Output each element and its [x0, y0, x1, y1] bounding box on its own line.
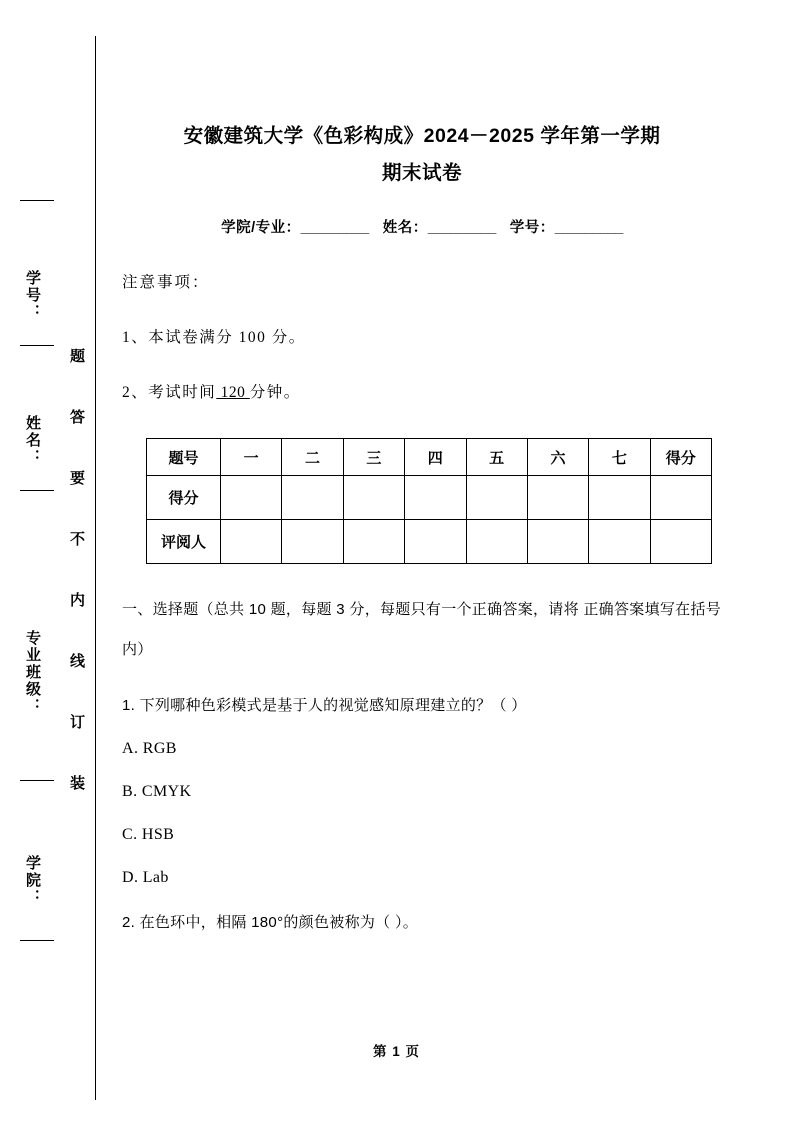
score-cell-0-0[interactable]: [221, 476, 282, 520]
binding-sidebar: [0, 0, 95, 1122]
section-heading-line-1: 一、选择题（总共 10 题，每题 3 分，每题只有一个正确答案，请将: [122, 601, 579, 618]
score-cell-1-5[interactable]: [527, 520, 588, 564]
binding-vertical-rule: [95, 36, 96, 1100]
student-no-blank[interactable]: _________: [554, 220, 623, 236]
sidebar-divider-2: [20, 345, 54, 346]
table-row: [147, 476, 712, 520]
sidebar-divider-1: [20, 200, 54, 201]
document-body: [122, 0, 722, 932]
sidebar-label-student-no: 学号：: [24, 270, 40, 321]
sidebar-label-name: 姓名：: [24, 415, 40, 466]
score-cell-1-3[interactable]: [405, 520, 466, 564]
section-heading-line-2: 正确答案填写在括号内）: [122, 601, 722, 658]
question-2-stem: 2. 在色环中，相隔 180°的颜色被称为（ ）。: [122, 914, 419, 931]
notice-item-2: [122, 347, 722, 402]
score-cell-1-6[interactable]: [589, 520, 650, 564]
section-heading-1: [122, 564, 722, 670]
score-table-col-1: 二: [282, 439, 343, 476]
score-cell-0-4[interactable]: [466, 476, 527, 520]
notice-item-1-text: 1、本试卷满分 100 分。: [122, 329, 306, 346]
score-table-col-0: 一: [221, 439, 282, 476]
score-table-col-3: 四: [405, 439, 466, 476]
score-cell-1-0[interactable]: [221, 520, 282, 564]
page-title: [122, 0, 722, 192]
question-1-option-c[interactable]: C. HSB: [122, 826, 175, 843]
score-table-col-5: 六: [527, 439, 588, 476]
score-cell-1-4[interactable]: [466, 520, 527, 564]
score-cell-1-2[interactable]: [343, 520, 404, 564]
score-cell-1-1[interactable]: [282, 520, 343, 564]
score-cell-1-7[interactable]: [650, 520, 711, 564]
college-major-blank[interactable]: _________: [300, 220, 369, 236]
sidebar-label-class: 专业班级：: [24, 630, 40, 715]
score-cell-0-1[interactable]: [282, 476, 343, 520]
score-cell-0-3[interactable]: [405, 476, 466, 520]
page-footer: 第 1 页: [372, 1044, 420, 1059]
question-1-option-d[interactable]: D. Lab: [122, 869, 169, 886]
score-table-col-7: 得分: [650, 439, 711, 476]
notice-item-2-suffix: 分钟。: [249, 384, 301, 401]
student-id-line: [122, 192, 722, 237]
sidebar-divider-3: [20, 490, 54, 491]
score-table-col-6: 七: [589, 439, 650, 476]
question-1-option-a[interactable]: A. RGB: [122, 740, 177, 757]
score-table-row-label-1: 得分: [147, 476, 221, 520]
question-1-option-b[interactable]: B. CMYK: [122, 783, 192, 800]
score-cell-0-6[interactable]: [589, 476, 650, 520]
score-table-row-label-0: 题号: [147, 439, 221, 476]
sidebar-label-college: 学院：: [24, 855, 40, 906]
score-cell-0-7[interactable]: [650, 476, 711, 520]
score-table-row-label-2: 评阅人: [147, 520, 221, 564]
score-table: [146, 438, 712, 564]
college-major-label: 学院/专业：: [221, 220, 301, 236]
score-cell-0-5[interactable]: [527, 476, 588, 520]
name-blank[interactable]: _________: [427, 220, 496, 236]
score-table-col-4: 五: [466, 439, 527, 476]
score-cell-0-2[interactable]: [343, 476, 404, 520]
sidebar-divider-5: [20, 940, 54, 941]
notice-item-2-prefix: 2、考试时间: [122, 384, 217, 401]
exam-duration-value: 120: [216, 384, 250, 401]
sidebar-binding-phrase: 题答要不内线订装: [68, 348, 84, 836]
student-no-label: 学号：: [509, 220, 555, 236]
title-line-1: 安徽建筑大学《色彩构成》2024－2025 学年第一学期: [183, 125, 661, 147]
notice-heading: 注意事项：: [122, 274, 210, 291]
question-1-stem: 1. 下列哪种色彩模式是基于人的视觉感知原理建立的？（ ）: [122, 697, 527, 714]
name-label: 姓名：: [382, 220, 428, 236]
sidebar-divider-4: [20, 780, 54, 781]
notice-item-1: [122, 292, 722, 347]
table-row-header: [147, 439, 712, 476]
title-line-2: 期末试卷: [381, 162, 462, 184]
table-row: [147, 520, 712, 564]
score-table-col-2: 三: [343, 439, 404, 476]
